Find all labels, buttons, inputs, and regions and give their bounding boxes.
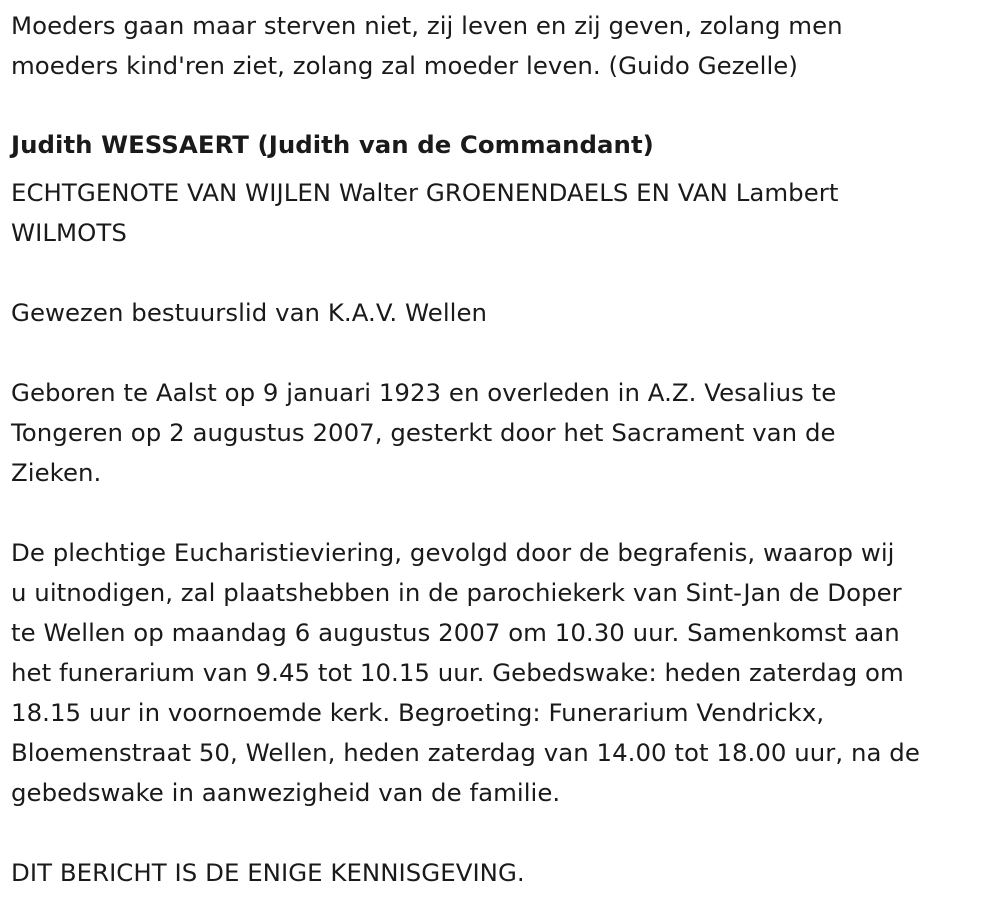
former-role: Gewezen bestuurslid van K.A.V. Wellen (11, 298, 488, 327)
funeral-service-paragraph: De plechtige Eucharistieviering, gevolgd door de begrafenis, waarop wij u uitnodigen, zal plaatshebben in de parochiekerk van Sint-Jan de Doper te Wellen op maandag 6 augustus 2007 om 10.30 uur. Samenkomst aan het funerarium van 9.45 tot 10.15 uur. Gebedswake: heden zaterdag om 18.15 uur in voornoemde kerk. Begroeting: Funerarium Vendrickx, Bloemenstraat 50, Wellen, heden zaterdag van 14.00 tot 18.00 uur, na de gebedswake in aanwezigheid van de familie. (11, 538, 920, 807)
notice-line: DIT BERICHT IS DE ENIGE KENNISGEVING. (11, 858, 525, 887)
spouse-line: ECHTGENOTE VAN WIJLEN Walter GROENENDAELS EN VAN Lambert WILMOTS (11, 178, 839, 247)
poem-quote: Moeders gaan maar sterven niet, zij leven en zij geven, zolang men moeders kind'ren ziet, zolang zal moeder leven. (Guido Gezelle) (11, 11, 843, 80)
deceased-name: Judith WESSAERT (Judith van de Commandant) (11, 130, 654, 159)
birth-death-paragraph: Geboren te Aalst op 9 januari 1923 en overleden in A.Z. Vesalius te Tongeren op 2 augustus 2007, gesterkt door het Sacrament van de Zieken. (11, 378, 837, 487)
